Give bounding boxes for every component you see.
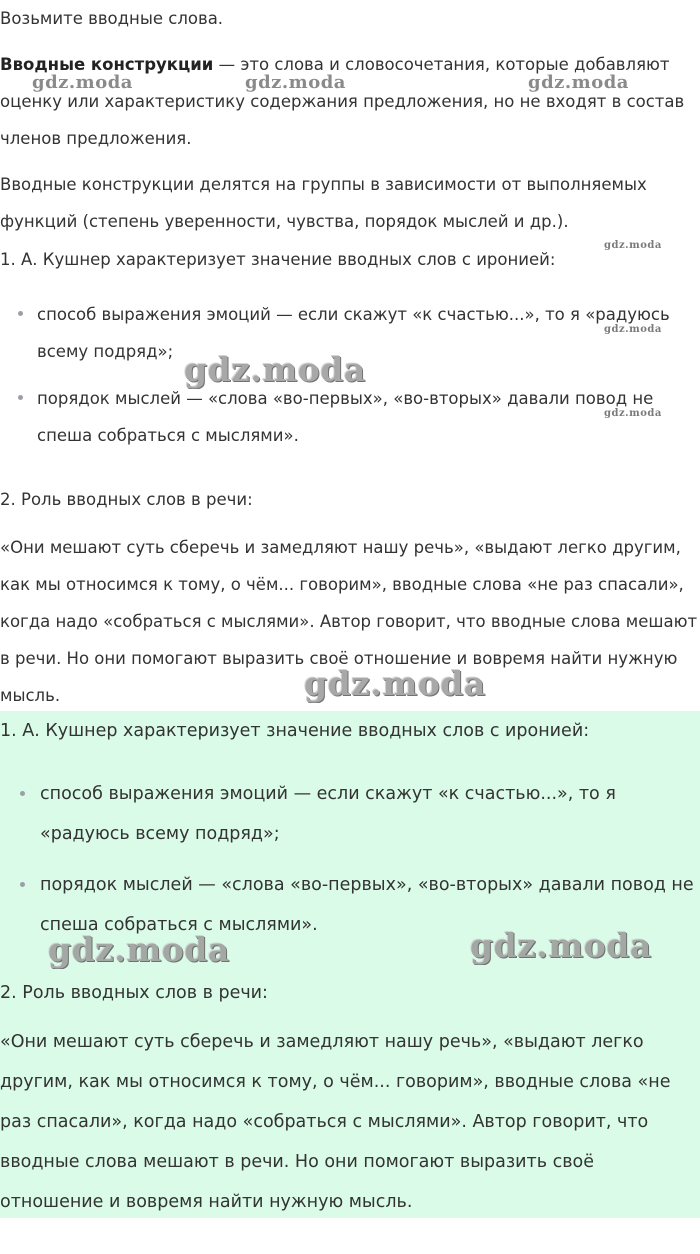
watermark: gdz.moda: [604, 324, 662, 335]
task-line: Возьмите вводные слова.: [0, 9, 224, 28]
list-item: [0, 380, 700, 454]
bullet-icon: [18, 311, 23, 316]
watermark: gdz.moda: [304, 664, 486, 703]
list-item-text: способ выражения эмоций — если скажут «к счастью...», то я «радуюсь всему подряд»;: [40, 784, 616, 844]
highlight-section2-paragraph: «Они мешают суть сберечь и замедляют нашу речь», «выдают легко другим, как мы относимся к тому, о чём... говорим», вводные слова «не раз спасали», когда надо «собраться с мыслями». Автор говорит, что вводные слова мешают в речи. Но они помогают выразить своё отношение и вовремя найти нужную мысль.: [0, 1032, 671, 1212]
bullet-icon: [20, 791, 25, 796]
highlight-section1-heading: 1. А. Кушнер характеризует значение вводных слов с иронией:: [0, 721, 590, 741]
list-item-text: порядок мыслей — «слова «во-первых», «во-вторых» давали повод не спеша собраться с мыслями».: [37, 389, 654, 445]
watermark: gdz.moda: [184, 350, 366, 389]
watermark: gdz.moda: [470, 926, 652, 965]
bullet-icon: [20, 882, 25, 887]
definition-paragraph: [0, 46, 700, 157]
watermark: gdz.moda: [245, 72, 346, 93]
section2-paragraph: «Они мешают суть сберечь и замедляют нашу речь», «выдают легко другим, как мы относимся к тому, о чём... говорим», вводные слова «не раз спасали», когда надо «собраться с мыслями». Автор говорит, что вводные слова мешают в речи. Но они помогают выразить своё отношение и вовремя найти нужную мысль.: [0, 538, 698, 705]
bullet-icon: [18, 395, 23, 400]
list-item-text: способ выражения эмоций — если скажут «к счастью...», то я «радуюсь всему подряд»;: [37, 305, 670, 361]
watermark: gdz.moda: [32, 72, 133, 93]
section2-heading: 2. Роль вводных слов в речи:: [0, 490, 253, 509]
highlight-section2-heading: 2. Роль вводных слов в речи:: [0, 983, 268, 1003]
definition-term: Вводные конструкции: [0, 55, 214, 74]
section1-heading: 1. А. Кушнер характеризует значение вводных слов с иронией:: [0, 250, 556, 269]
definition-text: — это слова и словосочетания, которые добавляют оценку или характеристику содержания предложения, но не входят в состав членов предложения.: [0, 55, 685, 148]
watermark: gdz.moda: [48, 930, 230, 969]
list-item-text: порядок мыслей — «слова «во-первых», «во-вторых» давали повод не спеша собраться с мыслями».: [40, 875, 694, 935]
watermark: gdz.moda: [528, 72, 629, 93]
watermark: gdz.moda: [604, 408, 662, 419]
watermark: gdz.moda: [604, 240, 662, 251]
list-item: [0, 774, 700, 854]
groups-paragraph: Вводные конструкции делятся на группы в зависимости от выполняемых функций (степень уверенности, чувства, порядок мыслей и др.).: [0, 175, 647, 231]
